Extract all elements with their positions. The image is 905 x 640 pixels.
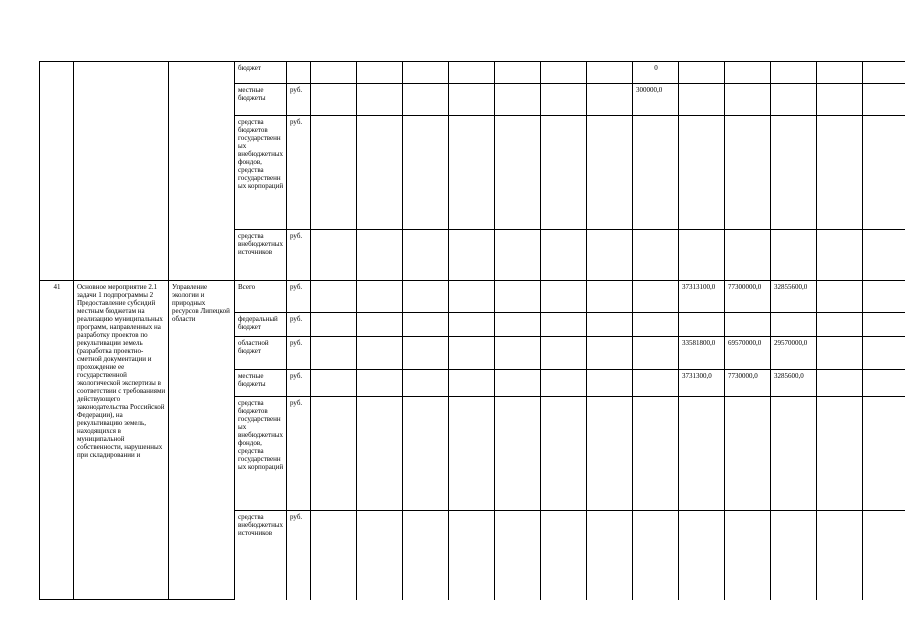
value-cell: [495, 337, 541, 370]
value-cell: [357, 62, 403, 84]
value-cell: [817, 84, 863, 116]
value-cell: [495, 511, 541, 600]
funding-source-cell: бюджет: [235, 62, 287, 84]
value-cell: 69570000,0: [725, 337, 771, 370]
value-cell: 3731300,0: [679, 370, 725, 397]
value-cell: [587, 370, 633, 397]
value-cell: [587, 281, 633, 313]
value-cell: [403, 397, 449, 511]
value-cell: [449, 230, 495, 281]
budget-table: [39, 61, 905, 600]
value-cell: [495, 397, 541, 511]
unit-cell: руб.: [287, 511, 311, 600]
value-cell: [587, 511, 633, 600]
value-cell: [357, 116, 403, 230]
value-cell: [357, 313, 403, 337]
value-cell: [403, 230, 449, 281]
number-cell: [40, 62, 74, 281]
value-cell: [817, 313, 863, 337]
funding-source-cell: федеральный бюджет: [235, 313, 287, 337]
value-cell: [311, 230, 357, 281]
value-cell: [403, 281, 449, 313]
value-cell: [587, 84, 633, 116]
value-cell: [725, 511, 771, 600]
value-cell: [633, 313, 679, 337]
value-cell: [817, 116, 863, 230]
value-cell: [449, 397, 495, 511]
value-cell: [863, 313, 905, 337]
funding-source-cell: средства внебюджетных источников: [235, 230, 287, 281]
value-cell: [403, 62, 449, 84]
value-cell: [633, 337, 679, 370]
value-cell: [725, 62, 771, 84]
value-cell: [403, 84, 449, 116]
value-cell: [357, 230, 403, 281]
value-cell: [679, 84, 725, 116]
value-cell: [449, 62, 495, 84]
value-cell: [771, 116, 817, 230]
value-cell: 37313100,0: [679, 281, 725, 313]
value-cell: [541, 62, 587, 84]
value-cell: [725, 313, 771, 337]
value-cell: [679, 313, 725, 337]
value-cell: [725, 230, 771, 281]
value-cell: [449, 370, 495, 397]
unit-cell: руб.: [287, 337, 311, 370]
table-row: [40, 281, 905, 313]
value-cell: [541, 511, 587, 600]
value-cell: [587, 62, 633, 84]
value-cell: [495, 62, 541, 84]
executor-cell: [169, 62, 235, 281]
activity-name-cell: [74, 62, 169, 281]
value-cell: [311, 397, 357, 511]
value-cell: [449, 313, 495, 337]
value-cell: 29570000,0: [771, 337, 817, 370]
value-cell: [863, 397, 905, 511]
value-cell: [541, 116, 587, 230]
value-cell: 32855600,0: [771, 281, 817, 313]
value-cell: [633, 511, 679, 600]
value-cell: [541, 370, 587, 397]
funding-source-cell: Всего: [235, 281, 287, 313]
value-cell: [587, 337, 633, 370]
value-cell: [311, 511, 357, 600]
value-cell: [403, 370, 449, 397]
value-cell: [817, 281, 863, 313]
value-cell: [633, 116, 679, 230]
unit-cell: руб.: [287, 230, 311, 281]
value-cell: [863, 230, 905, 281]
funding-source-cell: местные бюджеты: [235, 84, 287, 116]
value-cell: [633, 230, 679, 281]
value-cell: 77300000,0: [725, 281, 771, 313]
value-cell: [541, 281, 587, 313]
value-cell: [495, 230, 541, 281]
value-cell: 3285600,0: [771, 370, 817, 397]
value-cell: 300000,0: [633, 84, 679, 116]
value-cell: [863, 281, 905, 313]
funding-source-cell: областной бюджет: [235, 337, 287, 370]
value-cell: [771, 62, 817, 84]
value-cell: [311, 337, 357, 370]
value-cell: [311, 281, 357, 313]
value-cell: [863, 337, 905, 370]
value-cell: 33581800,0: [679, 337, 725, 370]
value-cell: [541, 230, 587, 281]
value-cell: 0: [633, 62, 679, 84]
value-cell: [679, 116, 725, 230]
value-cell: [403, 313, 449, 337]
funding-source-cell: средства бюджетов государственных внебюджетных фондов, средства государственных корпораций: [235, 397, 287, 511]
value-cell: [817, 511, 863, 600]
value-cell: [863, 116, 905, 230]
value-cell: [771, 397, 817, 511]
unit-cell: руб.: [287, 397, 311, 511]
value-cell: [633, 370, 679, 397]
value-cell: [679, 511, 725, 600]
value-cell: [817, 337, 863, 370]
value-cell: [541, 313, 587, 337]
value-cell: [449, 281, 495, 313]
value-cell: [495, 281, 541, 313]
value-cell: [541, 84, 587, 116]
value-cell: [679, 62, 725, 84]
value-cell: [495, 313, 541, 337]
activity-name-cell: Основное мероприятие 2.1 задачи 1 подпрограммы 2 Предоставление субсидий местным бюджетам на реализацию муниципальных программ, направленных на разработку проектов по рекультивации земель (разработка проектно-сметной документации и прохождение ее государственной экологической экспертизы в соответствии с требованиями действующего законодательства Российской Федерации), на рекультивацию земель, находящихся в муниципальной собственности, нарушенных при складировании и: [74, 281, 169, 600]
value-cell: [311, 313, 357, 337]
value-cell: 7730000,0: [725, 370, 771, 397]
value-cell: [633, 281, 679, 313]
value-cell: [587, 313, 633, 337]
funding-source-cell: местные бюджеты: [235, 370, 287, 397]
value-cell: [357, 337, 403, 370]
value-cell: [817, 370, 863, 397]
value-cell: [403, 116, 449, 230]
table-row: [40, 62, 905, 84]
value-cell: [771, 84, 817, 116]
value-cell: [357, 397, 403, 511]
value-cell: [403, 337, 449, 370]
unit-cell: руб.: [287, 370, 311, 397]
value-cell: [863, 84, 905, 116]
unit-cell: руб.: [287, 84, 311, 116]
funding-source-cell: средства бюджетов государственных внебюджетных фондов, средства государственных корпораций: [235, 116, 287, 230]
value-cell: [357, 84, 403, 116]
value-cell: [357, 511, 403, 600]
value-cell: [679, 397, 725, 511]
value-cell: [771, 511, 817, 600]
value-cell: [725, 116, 771, 230]
value-cell: [587, 116, 633, 230]
value-cell: [817, 230, 863, 281]
unit-cell: [287, 62, 311, 84]
value-cell: [449, 84, 495, 116]
value-cell: [587, 397, 633, 511]
value-cell: [449, 511, 495, 600]
executor-cell: Управление экологии и природных ресурсов Липецкой области: [169, 281, 235, 600]
value-cell: [311, 62, 357, 84]
value-cell: [725, 84, 771, 116]
value-cell: [541, 397, 587, 511]
value-cell: [679, 230, 725, 281]
unit-cell: руб.: [287, 313, 311, 337]
value-cell: [771, 313, 817, 337]
value-cell: [449, 337, 495, 370]
value-cell: [495, 116, 541, 230]
unit-cell: руб.: [287, 116, 311, 230]
value-cell: [725, 397, 771, 511]
value-cell: [449, 116, 495, 230]
value-cell: [863, 62, 905, 84]
value-cell: [587, 230, 633, 281]
row-number-cell: 41: [40, 281, 74, 600]
value-cell: [311, 116, 357, 230]
value-cell: [311, 370, 357, 397]
value-cell: [311, 84, 357, 116]
value-cell: [863, 511, 905, 600]
value-cell: [357, 281, 403, 313]
value-cell: [817, 397, 863, 511]
value-cell: [357, 370, 403, 397]
value-cell: [541, 337, 587, 370]
value-cell: [633, 397, 679, 511]
value-cell: [495, 370, 541, 397]
value-cell: [863, 370, 905, 397]
value-cell: [495, 84, 541, 116]
value-cell: [403, 511, 449, 600]
value-cell: [771, 230, 817, 281]
value-cell: [817, 62, 863, 84]
funding-source-cell: средства внебюджетных источников: [235, 511, 287, 600]
unit-cell: руб.: [287, 281, 311, 313]
